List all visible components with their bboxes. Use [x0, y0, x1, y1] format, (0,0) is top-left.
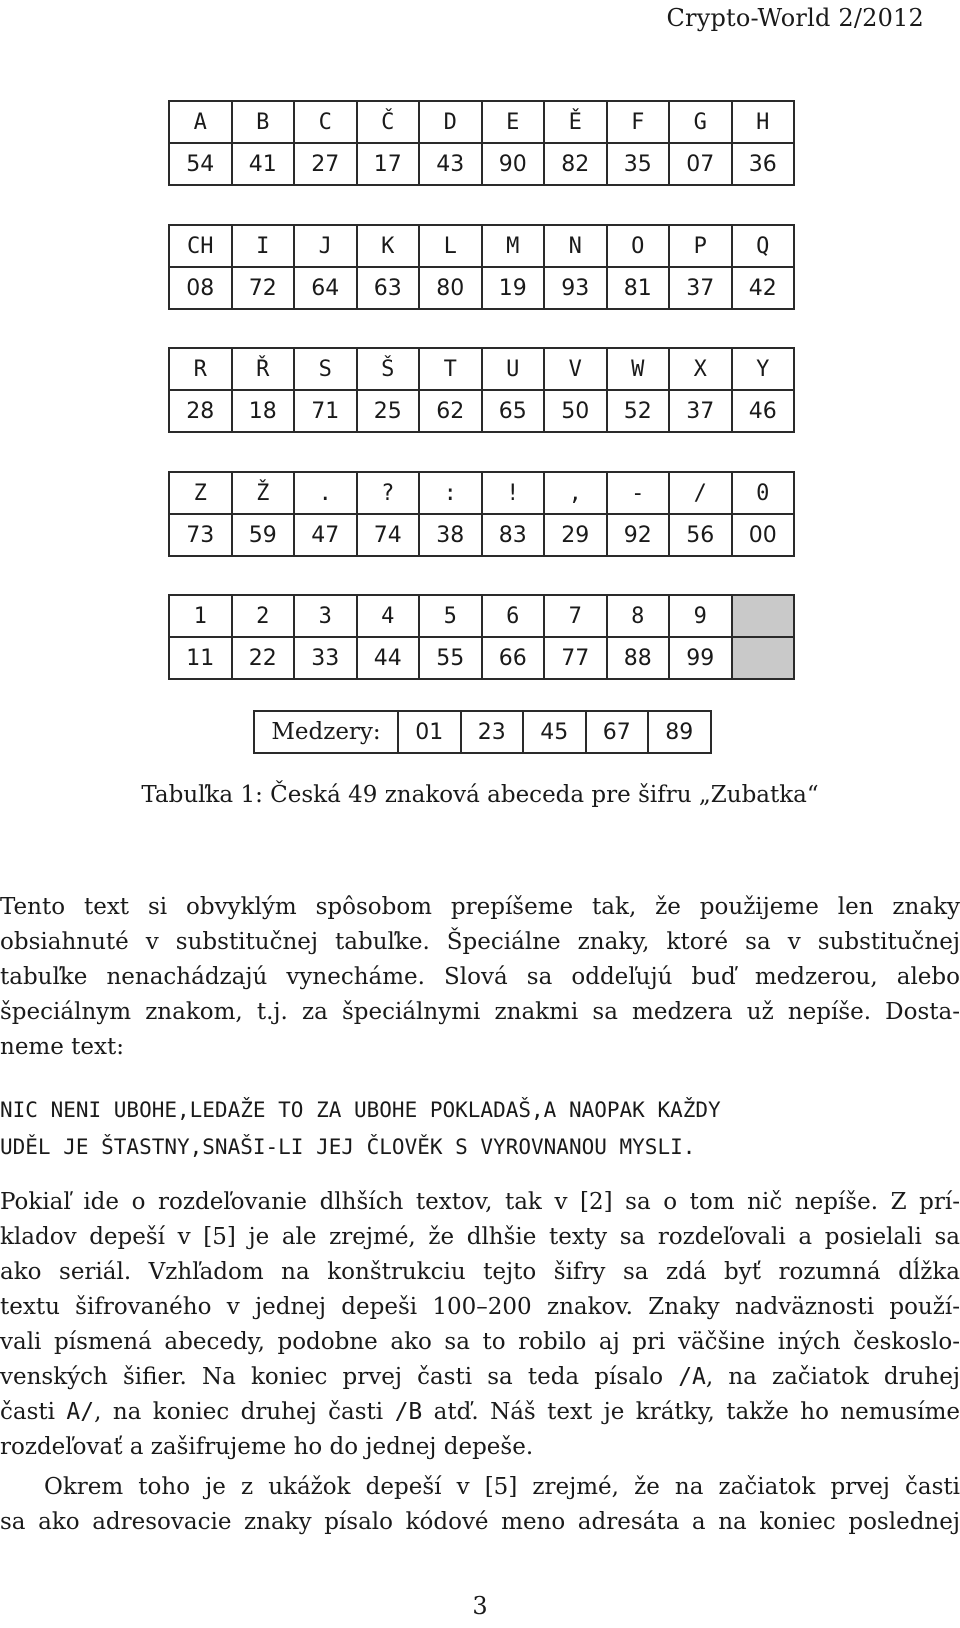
code-cell: 37 — [669, 390, 732, 432]
text-segment: , na koniec druhej časti — [94, 1399, 395, 1425]
letter-cell: 8 — [607, 595, 670, 637]
letter-cell: 1 — [169, 595, 232, 637]
code-cell: 28 — [169, 390, 232, 432]
inline-code: /B — [394, 1399, 423, 1425]
code-cell: 33 — [294, 637, 357, 679]
letter-cell: Z — [169, 472, 232, 514]
text-segment: , na začiatok druhej — [705, 1364, 960, 1390]
code-cell: 55 — [419, 637, 482, 679]
code-cell: 77 — [544, 637, 607, 679]
code-row — [169, 143, 794, 185]
spaces-table — [253, 710, 712, 754]
letter-cell: 2 — [232, 595, 295, 637]
space-code-cell: 89 — [648, 711, 711, 753]
code-cell: 38 — [419, 514, 482, 556]
letter-row — [169, 595, 794, 637]
code-cell: 73 — [169, 514, 232, 556]
paragraph-1 — [0, 890, 960, 1065]
letter-cell: Y — [732, 348, 795, 390]
letter-cell: Č — [357, 101, 420, 143]
letter-cell: I — [232, 225, 295, 267]
code-cell: 00 — [732, 514, 795, 556]
letter-cell: J — [294, 225, 357, 267]
text-line: neme text: — [0, 1034, 124, 1060]
text-line: špeciálnym znakom, t.j. za špeciálnymi znakmi sa medzera už nepíše. Dosta- — [0, 999, 960, 1025]
code-cell: 92 — [607, 514, 670, 556]
plaintext-line: UDĚL JE ŠTASTNY,SNAŠI-LI JEJ ČLOVĚK S VYROVNANOU MYSLI. — [0, 1135, 696, 1159]
paragraph-3 — [0, 1470, 960, 1540]
code-cell: 37 — [669, 267, 732, 309]
code-cell: 29 — [544, 514, 607, 556]
letter-cell: 3 — [294, 595, 357, 637]
letter-cell: P — [669, 225, 732, 267]
code-cell: 83 — [482, 514, 545, 556]
code-cell: 72 — [232, 267, 295, 309]
text-line — [0, 1395, 960, 1430]
code-cell: 17 — [357, 143, 420, 185]
letter-cell: . — [294, 472, 357, 514]
substitution-table-5 — [168, 594, 795, 680]
text-line: vali písmená abecedy, podobne ako sa to robilo aj pri väčšine iných českoslo- — [0, 1329, 960, 1355]
text-line — [0, 1360, 960, 1395]
letter-cell: Q — [732, 225, 795, 267]
code-cell: 35 — [607, 143, 670, 185]
letter-cell: 9 — [669, 595, 732, 637]
letter-cell: A — [169, 101, 232, 143]
code-cell: 25 — [357, 390, 420, 432]
space-code-cell: 45 — [523, 711, 586, 753]
page-number: 3 — [472, 1592, 488, 1620]
letter-cell: 7 — [544, 595, 607, 637]
code-cell: 42 — [732, 267, 795, 309]
plaintext-line: NIC NENI UBOHE,LEDAŽE TO ZA UBOHE POKLADAŠ,A NAOPAK KAŽDY — [0, 1098, 721, 1122]
letter-cell: - — [607, 472, 670, 514]
code-row — [169, 267, 794, 309]
letter-cell: 4 — [357, 595, 420, 637]
code-cell: 08 — [169, 267, 232, 309]
letter-cell: S — [294, 348, 357, 390]
letter-row — [169, 348, 794, 390]
letter-cell: V — [544, 348, 607, 390]
code-cell: 56 — [669, 514, 732, 556]
code-cell: 22 — [232, 637, 295, 679]
letter-cell: : — [419, 472, 482, 514]
space-code-cell: 23 — [461, 711, 524, 753]
letter-cell: L — [419, 225, 482, 267]
code-cell: 11 — [169, 637, 232, 679]
letter-cell: C — [294, 101, 357, 143]
code-cell: 50 — [544, 390, 607, 432]
code-cell: 62 — [419, 390, 482, 432]
code-cell: 71 — [294, 390, 357, 432]
substitution-table-2 — [168, 224, 795, 310]
letter-cell: U — [482, 348, 545, 390]
letter-cell: D — [419, 101, 482, 143]
text-line: textu šifrovaného v jednej depeši 100–200 znakov. Znaky nadväznosti použí- — [0, 1294, 960, 1320]
empty-shaded-cell — [732, 637, 795, 679]
space-code-cell: 01 — [398, 711, 461, 753]
text-segment: venských šifier. Na koniec prvej časti sa teda písalo — [0, 1364, 679, 1390]
code-cell: 43 — [419, 143, 482, 185]
text-line: rozdeľovať a zašifrujeme ho do jednej depeše. — [0, 1434, 534, 1460]
code-cell: 54 — [169, 143, 232, 185]
code-cell: 74 — [357, 514, 420, 556]
paragraph-2 — [0, 1185, 960, 1465]
letter-cell: , — [544, 472, 607, 514]
running-header: Crypto-World 2/2012 — [666, 4, 924, 32]
letter-cell: M — [482, 225, 545, 267]
letter-cell: G — [669, 101, 732, 143]
letter-cell: O — [607, 225, 670, 267]
letter-row — [169, 101, 794, 143]
letter-row — [169, 472, 794, 514]
code-cell: 81 — [607, 267, 670, 309]
inline-code: A/ — [66, 1399, 95, 1425]
text-segment: časti — [0, 1399, 67, 1425]
code-cell: 47 — [294, 514, 357, 556]
code-cell: 82 — [544, 143, 607, 185]
space-code-cell: 67 — [586, 711, 649, 753]
inline-code: /A — [678, 1364, 706, 1390]
code-cell: 59 — [232, 514, 295, 556]
code-row — [169, 514, 794, 556]
code-cell: 19 — [482, 267, 545, 309]
letter-row — [169, 225, 794, 267]
substitution-table-1 — [168, 100, 795, 186]
letter-cell: X — [669, 348, 732, 390]
code-cell: 80 — [419, 267, 482, 309]
code-cell: 66 — [482, 637, 545, 679]
letter-cell: T — [419, 348, 482, 390]
letter-cell: CH — [169, 225, 232, 267]
letter-cell: Ž — [232, 472, 295, 514]
code-cell: 63 — [357, 267, 420, 309]
letter-cell: / — [669, 472, 732, 514]
text-line: tabuľke nenachádzajú vynecháme. Slová sa oddeľujú buď medzerou, alebo — [0, 964, 960, 990]
code-cell: 88 — [607, 637, 670, 679]
letter-cell: ! — [482, 472, 545, 514]
code-cell: 44 — [357, 637, 420, 679]
text-line: Pokiaľ ide o rozdeľovanie dlhších textov, tak v [2] sa o tom nič nepíše. Z prí- — [0, 1189, 960, 1215]
code-cell: 99 — [669, 637, 732, 679]
letter-cell: Š — [357, 348, 420, 390]
letter-cell: R — [169, 348, 232, 390]
text-line: obsiahnuté v substitučnej tabuľke. Špeciálne znaky, ktoré sa v substitučnej — [0, 929, 960, 955]
code-cell: 52 — [607, 390, 670, 432]
code-cell: 64 — [294, 267, 357, 309]
letter-cell: 5 — [419, 595, 482, 637]
letter-cell: ? — [357, 472, 420, 514]
letter-cell: 6 — [482, 595, 545, 637]
text-line: ako seriál. Vzhľadom na konštrukciu tejto šifry sa zdá byť rozumná dĺžka — [0, 1259, 960, 1285]
letter-cell: H — [732, 101, 795, 143]
letter-cell: 0 — [732, 472, 795, 514]
table-caption: Tabuľka 1: Česká 49 znaková abeceda pre šifru „Zubatka“ — [141, 782, 819, 808]
text-segment: atď. Náš text je krátky, takže ho nemusíme — [422, 1399, 960, 1425]
code-cell: 27 — [294, 143, 357, 185]
substitution-table-3 — [168, 347, 795, 433]
letter-cell: E — [482, 101, 545, 143]
text-line: sa ako adresovacie znaky písalo kódové meno adresáta a na koniec poslednej — [0, 1509, 960, 1535]
spaces-label: Medzery: — [254, 711, 398, 753]
text-line: Okrem toho je z ukážok depeší v [5] zrejmé, že na začiatok prvej časti — [44, 1474, 960, 1500]
letter-cell: N — [544, 225, 607, 267]
letter-cell: Ě — [544, 101, 607, 143]
code-cell: 93 — [544, 267, 607, 309]
text-line: kladov depeší v [5] je ale zrejmé, že dlhšie texty sa rozdeľovali a posielali sa — [0, 1224, 960, 1250]
letter-cell: W — [607, 348, 670, 390]
text-line: Tento text si obvyklým spôsobom prepíšeme tak, že použijeme len znaky — [0, 894, 960, 920]
letter-cell: K — [357, 225, 420, 267]
plaintext-block — [0, 1092, 960, 1166]
letter-cell: Ř — [232, 348, 295, 390]
letter-cell: B — [232, 101, 295, 143]
code-cell: 36 — [732, 143, 795, 185]
code-row — [169, 390, 794, 432]
code-row — [169, 637, 794, 679]
code-cell: 46 — [732, 390, 795, 432]
letter-cell: F — [607, 101, 670, 143]
code-cell: 18 — [232, 390, 295, 432]
substitution-table-4 — [168, 471, 795, 557]
code-cell: 41 — [232, 143, 295, 185]
code-cell: 07 — [669, 143, 732, 185]
code-cell: 65 — [482, 390, 545, 432]
empty-shaded-cell — [732, 595, 795, 637]
code-cell: 90 — [482, 143, 545, 185]
